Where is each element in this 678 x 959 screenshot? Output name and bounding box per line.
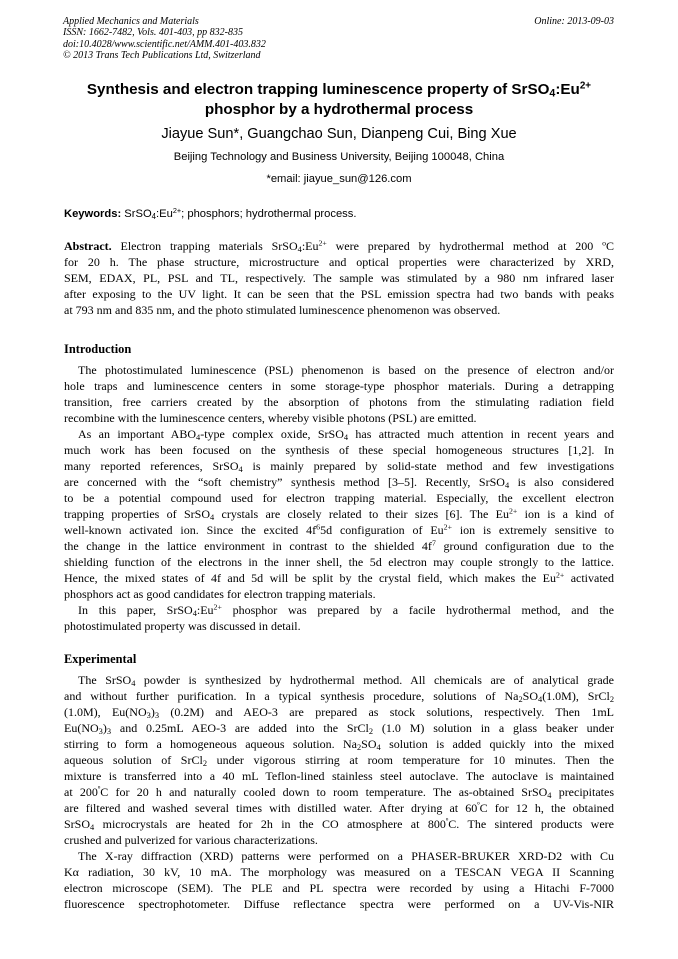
body-text: ) bbox=[150, 705, 155, 719]
subscript: 4 bbox=[547, 791, 552, 801]
title-sup: 2+ bbox=[579, 80, 592, 92]
abstract-line: SEM, EDAX, PL, PSL and TL, respectively. The sample was stimulated by a 980 nm infrared laser bbox=[64, 271, 614, 285]
subscript: 2 bbox=[609, 695, 615, 705]
body-text: solution is added quickly into the mixed bbox=[380, 737, 614, 751]
intro-line: photostimulated property was discussed in detail. bbox=[64, 619, 301, 633]
body-text: under vigorous stirring at room temperature for 10 minutes. Then the bbox=[207, 753, 614, 767]
subscript: 4 bbox=[376, 743, 381, 753]
body-text: stirring to form a homogeneous aqueous solution. Na bbox=[64, 737, 357, 751]
body-text: and without further purification. In a typical synthesis procedure, solutions of Na bbox=[64, 689, 519, 703]
subscript: 4 bbox=[504, 481, 510, 491]
subscript: 3 bbox=[106, 727, 112, 737]
superscript: 2+ bbox=[213, 602, 222, 612]
intro-line bbox=[64, 538, 614, 554]
abstract bbox=[64, 238, 614, 318]
exp-line bbox=[64, 800, 614, 816]
superscript: 2+ bbox=[555, 570, 565, 580]
abstract-text: C bbox=[605, 239, 614, 253]
body-text: phosphor was prepared by a facile hydrothermal method, and the bbox=[221, 603, 614, 617]
exp-line bbox=[64, 784, 614, 800]
superscript: º bbox=[445, 816, 449, 826]
abstract-text: :Eu bbox=[301, 239, 319, 253]
abstract-line: for 20 h. The phase structure, microstructure and optical properties were characterized by XRD, bbox=[64, 255, 614, 269]
intro-line: The photostimulated luminescence (PSL) phenomenon is based on the presence of electron and/or bbox=[78, 363, 614, 377]
body-text: Hence, the mixed states of 4f and 5d will be split by the crystal field, which makes the Eu bbox=[64, 571, 556, 585]
intro-line: shielding function of the electrons in the inner shell, the 5d electron may couple strongly to the lattice. bbox=[64, 555, 614, 569]
body-text: SO bbox=[522, 689, 538, 703]
body-text: 5d configuration of Eu bbox=[320, 523, 444, 537]
subscript: 4 bbox=[210, 513, 215, 523]
subscript: 2 bbox=[356, 743, 362, 753]
body-text: SrSO bbox=[64, 817, 91, 831]
body-text: powder is synthesized by hydrothermal method. All chemicals are of analytical grade bbox=[135, 673, 614, 687]
title-sub: 4 bbox=[549, 87, 556, 100]
section-heading-experimental: Experimental bbox=[64, 652, 137, 666]
body-text: at 200 bbox=[64, 785, 98, 799]
superscript: 6 bbox=[316, 522, 321, 532]
journal-name: Applied Mechanics and Materials bbox=[63, 16, 199, 27]
abstract-text: were prepared by hydrothermal method at 200 bbox=[326, 239, 603, 253]
exp-line bbox=[64, 688, 614, 704]
body-text: SO bbox=[361, 737, 377, 751]
body-text: (1.0M), Eu(NO bbox=[64, 705, 147, 719]
exp-line: fluorescence spectrophotometer. Diffuse reflectance spectra were performed on a UV-Vis-NIR bbox=[64, 897, 614, 911]
exp-line: electron microscope (SEM). The PLE and PL spectra were recorded by using a Hitachi F-7000 bbox=[64, 881, 614, 895]
body-text: (1.0M), SrCl bbox=[542, 689, 610, 703]
superscript: 2+ bbox=[443, 522, 452, 532]
body-text: :Eu bbox=[196, 603, 214, 617]
intro-line: transition, free carriers created by the absorption of photons from the stimulating radiation field bbox=[64, 395, 614, 409]
abstract-line: at 793 nm and 835 nm, and the photo stimulated luminescence phenomenon was observed. bbox=[64, 303, 501, 317]
exp-line bbox=[64, 672, 614, 688]
intro-line: phosphors act as good candidates for electron trapping materials. bbox=[64, 587, 376, 601]
body-text: is also considered bbox=[509, 475, 614, 489]
body-text: In this paper, SrSO bbox=[78, 603, 193, 617]
paper-title bbox=[40, 80, 638, 120]
subscript: 2 bbox=[202, 759, 207, 769]
journal-copyright: © 2013 Trans Tech Publications Ltd, Switzerland bbox=[63, 49, 261, 61]
body-text: C. The sintered products were bbox=[448, 817, 614, 831]
title-line-2: phosphor by a hydrothermal process bbox=[204, 101, 474, 118]
superscript: 7 bbox=[431, 538, 436, 548]
intro-line: much work has been focused on the synthesis of these special homogeneous structures [1,2]. In bbox=[64, 443, 614, 457]
exp-line: The X-ray diffraction (XRD) patterns were performed on a PHASER-BRUKER XRD-D2 with Cu bbox=[78, 849, 614, 863]
keywords-text: ; phosphors; hydrothermal process. bbox=[181, 208, 357, 220]
body-text: -type complex oxide, SrSO bbox=[200, 427, 344, 441]
abstract-sup: o bbox=[602, 238, 606, 248]
online-date: Online: 2013-09-03 bbox=[534, 16, 614, 27]
journal-issn: ISSN: 1662-7482, Vols. 401-403, pp 832-835 bbox=[63, 27, 243, 39]
abstract-text: Electron trapping materials SrSO bbox=[111, 239, 298, 253]
exp-line bbox=[64, 752, 614, 768]
subscript: 3 bbox=[146, 711, 151, 721]
affiliation: Beijing Technology and Business University, Beijing 100048, China bbox=[173, 151, 505, 163]
exp-line bbox=[64, 720, 614, 736]
journal-header bbox=[63, 16, 266, 61]
body-text: (0.2M) and AEO-3 are prepared as stock solutions, respectively. Then 1mL bbox=[159, 705, 614, 719]
body-text: well-known activated ion. Since the excited 4f bbox=[64, 523, 317, 537]
exp-line: crushed and pulverized for various characterizations. bbox=[64, 833, 318, 847]
subscript: 2 bbox=[518, 695, 523, 705]
body-text: microcrystals are heated for 2h in the CO atmosphere at 800 bbox=[94, 817, 446, 831]
exp-line: mixture is transferred into a 40 mL Teflon-lined stainless steel autoclave. The autoclave is maintained bbox=[64, 769, 614, 783]
body-text: (1.0 M) solution in a glass beaker under bbox=[373, 721, 614, 735]
subscript: 4 bbox=[196, 433, 201, 443]
body-text: ion is extremely sensitive to bbox=[451, 523, 614, 537]
subscript: 4 bbox=[90, 823, 95, 833]
introduction-body bbox=[64, 362, 614, 634]
intro-line: recombine with the luminescence centers, whereby visible photons (PSL) are emitted. bbox=[64, 411, 477, 425]
abstract-sub: 4 bbox=[297, 245, 302, 255]
subscript: 4 bbox=[238, 465, 243, 475]
body-text: has attracted much attention in recent years and bbox=[348, 427, 615, 441]
keywords-text: SrSO bbox=[121, 208, 152, 220]
intro-line bbox=[64, 474, 614, 490]
superscript: º bbox=[477, 800, 480, 810]
body-text: are filtered and washed several times with distilled water. After drying at 60 bbox=[64, 801, 478, 815]
title-text: :Eu bbox=[555, 81, 580, 98]
body-text: The SrSO bbox=[78, 673, 132, 687]
superscript: 2+ bbox=[508, 506, 518, 516]
keywords-text: :Eu bbox=[156, 208, 173, 220]
exp-line bbox=[64, 704, 614, 720]
intro-line bbox=[64, 522, 614, 538]
body-text: trapping properties of SrSO bbox=[64, 507, 211, 521]
contact-email[interactable]: *email: jiayue_sun@126.com bbox=[266, 173, 412, 185]
abstract-sup: 2+ bbox=[318, 238, 327, 248]
author-list: Jiayue Sun*, Guangchao Sun, Dianpeng Cui, Bing Xue bbox=[161, 126, 517, 142]
body-text: C for 20 h and naturally cooled down to room temperature. The as-obtained SrSO bbox=[100, 785, 548, 799]
body-text: many reported references, SrSO bbox=[64, 459, 239, 473]
body-text: ion is a kind of bbox=[517, 507, 614, 521]
intro-line: hole traps and luminescence centers in some storage-type phosphor materials. During a detrapping bbox=[64, 379, 614, 393]
keywords bbox=[64, 207, 356, 221]
subscript: 3 bbox=[154, 711, 160, 721]
body-text: precipitates bbox=[551, 785, 614, 799]
body-text: crystals are closely related to their sizes [6]. The Eu bbox=[214, 507, 509, 521]
body-text: the change in the lattice environment in contrast to the shielded 4f bbox=[64, 539, 432, 553]
body-text: and 0.25mL AEO-3 are added into the SrCl bbox=[111, 721, 369, 735]
abstract-line bbox=[64, 238, 614, 254]
subscript: 4 bbox=[343, 433, 349, 443]
body-text: As an important ABO bbox=[78, 427, 197, 441]
intro-line bbox=[64, 602, 614, 618]
title-text: Synthesis and electron trapping luminescence property of SrSO bbox=[86, 81, 550, 98]
abstract-line: after exposing to the UV light. It can be seen that the PSL emission spectra had two bands with peaks bbox=[64, 287, 614, 301]
intro-line bbox=[64, 426, 614, 442]
subscript: 3 bbox=[98, 727, 103, 737]
abstract-label: Abstract. bbox=[64, 239, 112, 253]
journal-doi[interactable]: doi:10.4028/www.scientific.net/AMM.401-403.832 bbox=[63, 38, 266, 50]
subscript: 4 bbox=[538, 695, 543, 705]
exp-line bbox=[64, 736, 614, 752]
section-heading-introduction: Introduction bbox=[64, 342, 132, 356]
body-text: is mainly prepared by solid-state method and few investigations bbox=[242, 459, 614, 473]
subscript: 4 bbox=[131, 679, 136, 689]
subscript: 2 bbox=[368, 727, 374, 737]
intro-line bbox=[64, 570, 614, 586]
keywords-sub: 4 bbox=[151, 211, 157, 221]
body-text: aqueous solution of SrCl bbox=[64, 753, 203, 767]
body-text: C for 12 h, the obtained bbox=[479, 801, 615, 815]
exp-line bbox=[64, 816, 614, 832]
exp-line: Kα radiation, 30 kV, 10 mA. The morphology was measured on a TESCAN VEGA II Scanning bbox=[64, 865, 614, 879]
intro-line bbox=[64, 506, 614, 522]
body-text: are concerned with the “soft chemistry” synthesis method [3–5]. Recently, SrSO bbox=[64, 475, 505, 489]
body-text: Eu(NO bbox=[64, 721, 99, 735]
keywords-label: Keywords: bbox=[64, 208, 122, 220]
keywords-sup: 2+ bbox=[172, 206, 182, 215]
body-text: activated bbox=[564, 571, 614, 585]
intro-line bbox=[64, 458, 614, 474]
body-text: ground configuration due to the bbox=[435, 539, 614, 553]
body-text: ) bbox=[102, 721, 107, 735]
subscript: 4 bbox=[192, 609, 197, 619]
experimental-body bbox=[64, 672, 614, 912]
intro-line: to be a potential compound used for electron trapping material. Especially, the excellent electron bbox=[64, 491, 614, 505]
superscript: º bbox=[97, 784, 101, 794]
